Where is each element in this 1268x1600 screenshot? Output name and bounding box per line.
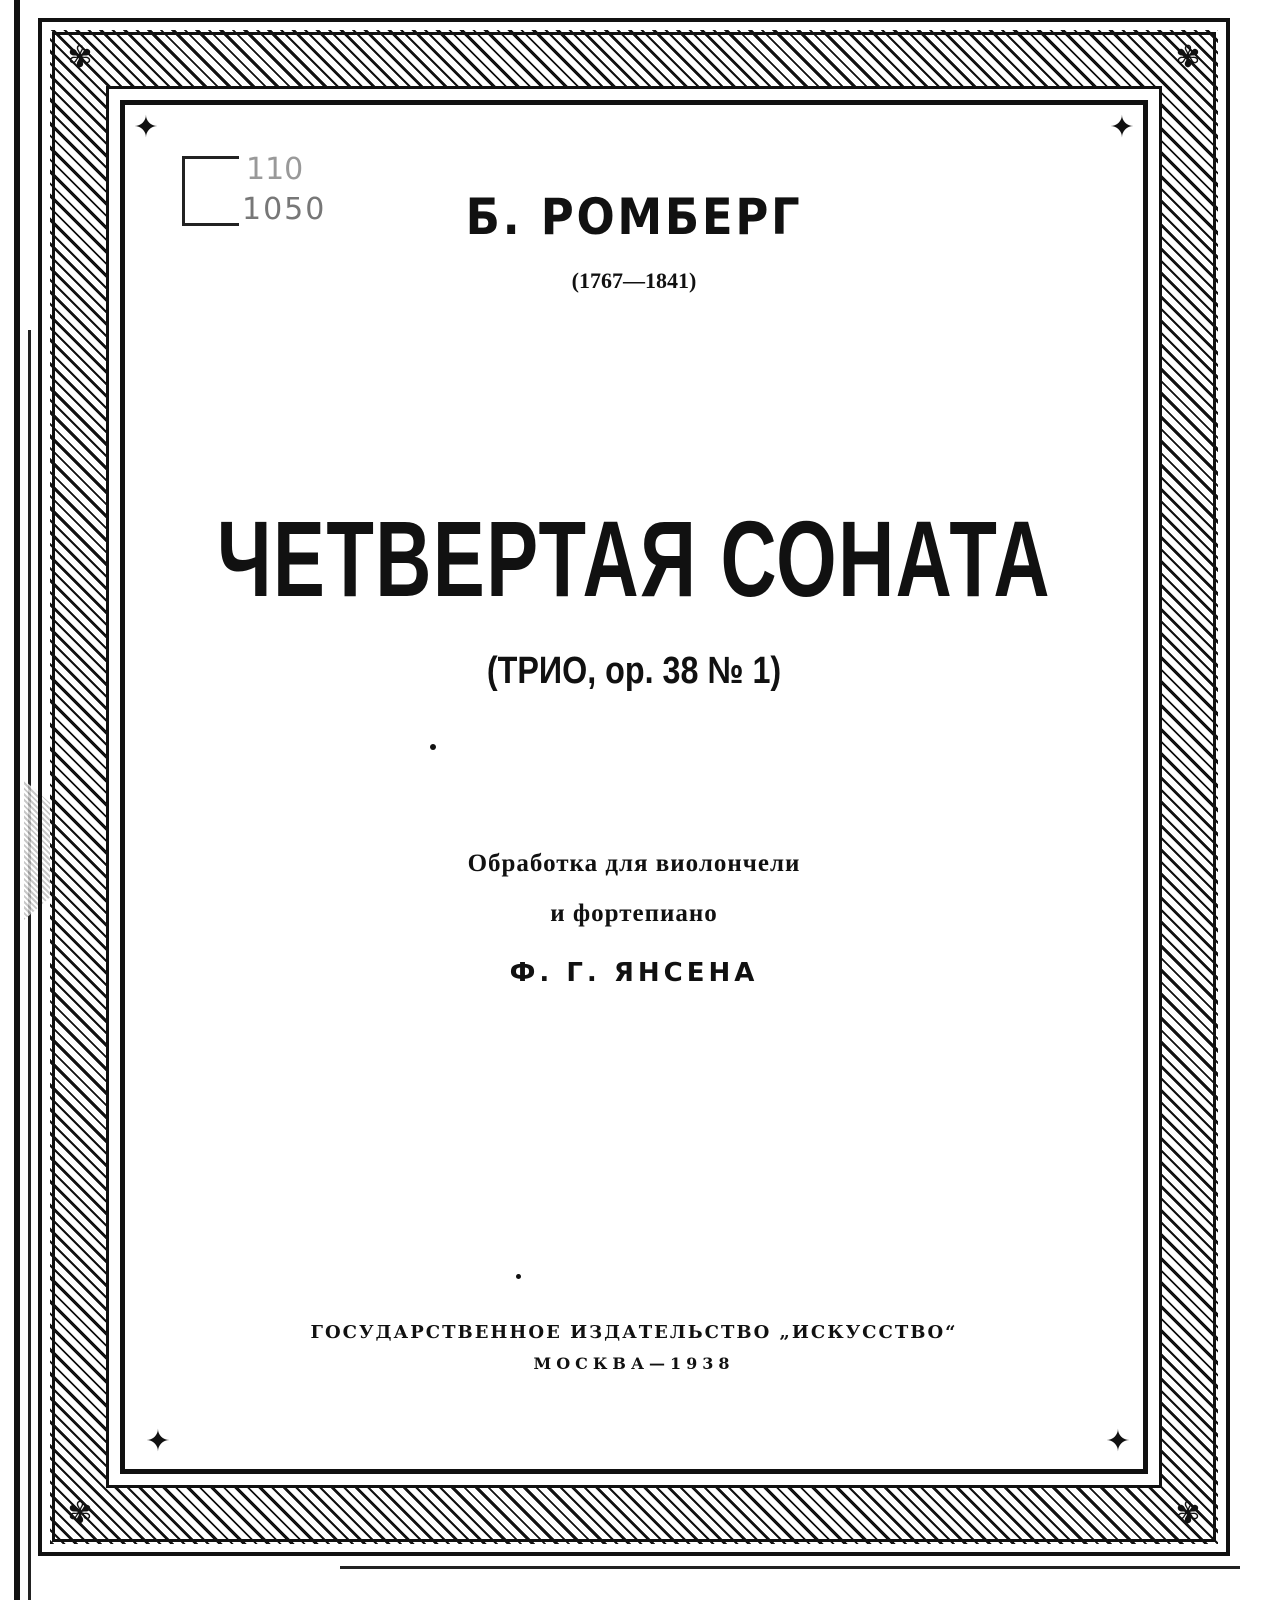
star-ornament-icon: ✦ <box>1105 1424 1131 1459</box>
work-title: ЧЕТВЕРТАЯ СОНАТА <box>216 498 1052 619</box>
work-subtitle: (ТРИО, ор. 38 № 1) <box>486 650 782 692</box>
stamp-number-2: 1050 <box>242 192 327 227</box>
corner-ornament-icon: ✾ <box>1175 1496 1201 1531</box>
corner-ornament-icon: ✾ <box>1175 40 1201 75</box>
star-ornament-icon: ✦ <box>145 1424 171 1459</box>
publication-place-year: МОСКВА—1938 <box>533 1354 735 1373</box>
frame-inner-border <box>120 100 1148 1474</box>
arrangement-line-2: и фортепиано <box>550 900 718 927</box>
publisher-name: ГОСУДАРСТВЕННОЕ ИЗДАТЕЛЬСТВО „ИСКУССТВО“ <box>310 1322 958 1343</box>
composer-name: Б. РОМБЕРГ <box>465 188 803 246</box>
composer-dates: (1767—1841) <box>571 268 697 293</box>
star-ornament-icon: ✦ <box>133 110 159 145</box>
print-speck <box>516 1274 521 1279</box>
arranger-name: Ф. Г. ЯНСЕНА <box>509 958 759 988</box>
print-speck <box>430 744 436 750</box>
corner-ornament-icon: ✾ <box>67 1496 93 1531</box>
arrangement-line-1: Обработка для виолончели <box>467 850 801 877</box>
stamp-number-1: 110 <box>246 152 304 187</box>
corner-ornament-icon: ✾ <box>67 40 93 75</box>
scan-bottom-line <box>340 1566 1240 1569</box>
star-ornament-icon: ✦ <box>1109 110 1135 145</box>
